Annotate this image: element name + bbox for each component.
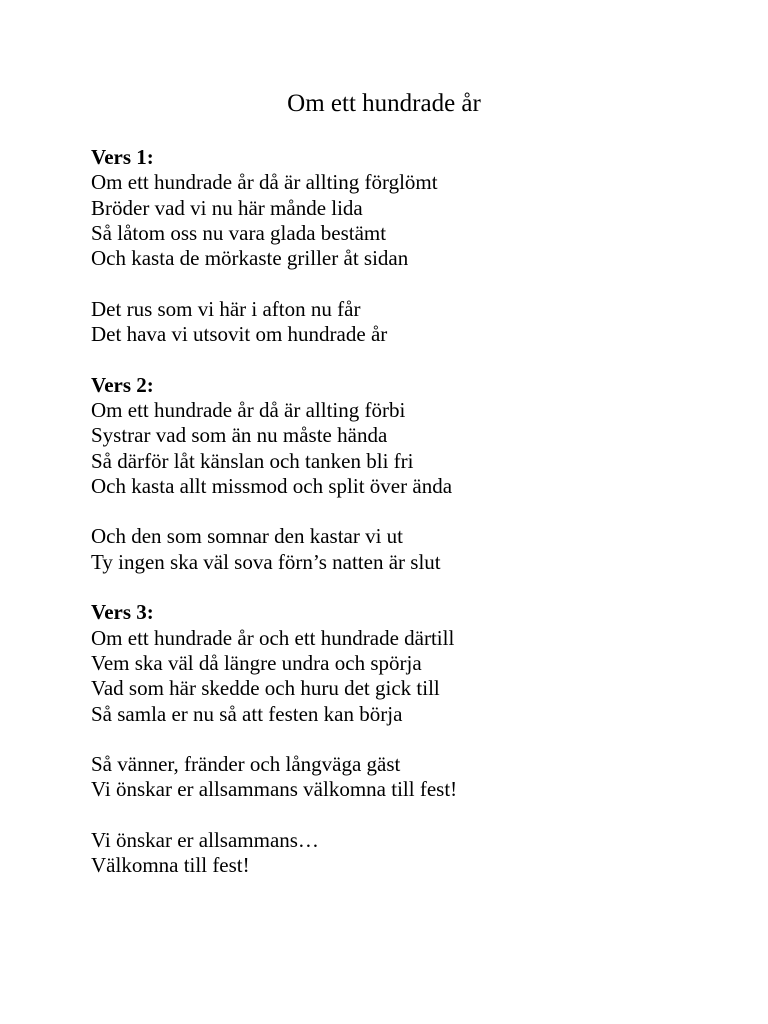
lyric-line: Så vänner, fränder och långväga gäst bbox=[91, 752, 401, 777]
lyric-line: Det rus som vi här i afton nu får bbox=[91, 296, 361, 321]
page-title: Om ett hundrade år bbox=[287, 90, 481, 117]
lyrics-body bbox=[91, 145, 731, 879]
verse-heading-3: Vers 3: bbox=[91, 600, 154, 625]
lyric-line: Vi önskar er allsammans… bbox=[91, 828, 319, 853]
lyric-line: Systrar vad som än nu måste hända bbox=[91, 423, 388, 448]
stanza-gap bbox=[91, 347, 731, 372]
lyric-line: Så samla er nu så att festen kan börja bbox=[91, 701, 403, 726]
lyric-line: Och kasta allt missmod och split över ända bbox=[91, 473, 453, 498]
lyric-line: Om ett hundrade år då är allting förbi bbox=[91, 397, 406, 422]
lyric-line: Och den som somnar den kastar vi ut bbox=[91, 524, 404, 549]
verse-heading-1: Vers 1: bbox=[91, 145, 154, 169]
verse-heading-2: Vers 2: bbox=[91, 372, 154, 397]
lyric-line: Så låtom oss nu vara glada bestämt bbox=[91, 220, 387, 245]
lyric-line: Det hava vi utsovit om hundrade år bbox=[91, 322, 388, 347]
lyric-line: Vad som här skedde och huru det gick till bbox=[91, 676, 440, 701]
stanza-gap bbox=[91, 803, 731, 828]
lyric-line: Om ett hundrade år och ett hundrade därtill bbox=[91, 625, 455, 650]
lyric-line: Välkomna till fest! bbox=[91, 853, 250, 878]
lyric-line: Vem ska väl då längre undra och spörja bbox=[91, 650, 422, 675]
lyric-line: Ty ingen ska väl sova förn’s natten är slut bbox=[91, 549, 441, 574]
stanza-gap bbox=[91, 271, 731, 296]
lyric-line: Och kasta de mörkaste griller åt sidan bbox=[91, 246, 409, 271]
stanza-gap bbox=[91, 499, 731, 524]
lyric-line: Om ett hundrade år då är allting förglömt bbox=[91, 170, 438, 195]
stanza-gap bbox=[91, 727, 731, 752]
lyric-line: Vi önskar er allsammans välkomna till fest! bbox=[91, 777, 458, 802]
stanza-gap bbox=[91, 575, 731, 600]
lyric-line: Bröder vad vi nu här månde lida bbox=[91, 195, 363, 220]
lyric-line: Så därför låt känslan och tanken bli fri bbox=[91, 448, 414, 473]
